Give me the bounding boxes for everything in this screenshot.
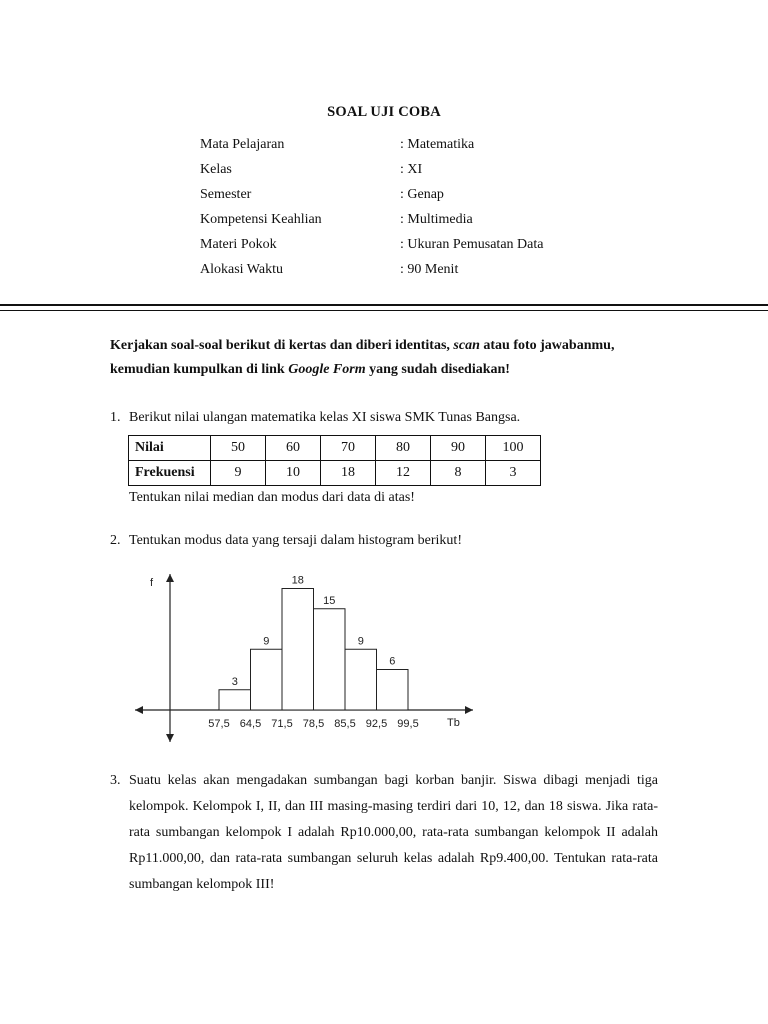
instruction-google-form: Google Form	[288, 362, 366, 377]
x-tick-label: 92,5	[365, 718, 388, 730]
table-header-frekuensi: Frekuensi	[129, 461, 211, 486]
question-number: 2.	[110, 533, 121, 548]
table-cell: 70	[321, 436, 376, 461]
meta-row-semester	[200, 187, 543, 212]
question-1-task: Tentukan nilai median dan modus dari data di atas!	[129, 490, 415, 505]
table-cell: 18	[321, 461, 376, 486]
x-tick-label: 71,5	[271, 718, 293, 730]
table-cell: 90	[431, 436, 486, 461]
table-cell: 100	[486, 436, 541, 461]
meta-row-competency	[200, 212, 543, 237]
x-axis-label: Tb	[447, 717, 460, 729]
y-axis-arrow-top	[166, 574, 174, 582]
x-axis-arrow-right	[465, 706, 473, 714]
histogram-bar	[282, 589, 314, 711]
table-cell: 50	[211, 436, 266, 461]
meta-row-topic	[200, 237, 543, 262]
x-tick-label: 85,5	[334, 718, 356, 730]
question-1	[110, 410, 520, 426]
question-text: Suatu kelas akan mengadakan sumbangan bagi korban banjir. Siswa dibagi menjadi tiga kelompok. Kelompok I, II, dan III masing-masing terdiri dari 10, 12, dan 18 siswa. Jika rata-rata sumbangan kelompok I adalah Rp10.000,00, rata-rata sumbangan kelompok II adalah Rp11.000,00, dan rata-rata sumbangan seluruh kelas adalah Rp9.400,00. Tentukan rata-rata sumbangan kelompok III!	[129, 773, 658, 892]
bar-value-label: 18	[291, 574, 304, 587]
bar-value-label: 9	[357, 635, 364, 648]
meta-label: Kelas	[200, 162, 232, 177]
histogram-bar	[314, 609, 346, 710]
meta-value: : Ukuran Pemusatan Data	[400, 237, 544, 252]
y-axis-arrow-bottom	[166, 734, 174, 742]
x-tick-label: 64,5	[239, 718, 262, 730]
table-header-nilai: Nilai	[129, 436, 211, 461]
meta-label: Materi Pokok	[200, 237, 277, 252]
table-cell: 12	[376, 461, 431, 486]
frequency-table	[128, 435, 541, 486]
meta-row-duration	[200, 262, 543, 287]
y-axis-label: f	[150, 577, 154, 589]
x-tick-label: 78,5	[302, 718, 325, 730]
meta-value: : 90 Menit	[400, 262, 459, 277]
bar-value-label: 9	[263, 635, 270, 648]
question-text: Berikut nilai ulangan matematika kelas XI siswa SMK Tunas Bangsa.	[129, 410, 521, 425]
meta-row-class	[200, 162, 543, 187]
histogram-bar	[251, 649, 283, 710]
instruction-text: Kerjakan soal-soal berikut di kertas dan diberi identitas,	[110, 338, 454, 353]
bar-value-label: 6	[389, 655, 396, 668]
x-axis-arrow-left	[135, 706, 143, 714]
header-divider-thick	[0, 304, 768, 306]
meta-label: Mata Pelajaran	[200, 137, 285, 152]
histogram-bar	[377, 670, 409, 711]
meta-label: Kompetensi Keahlian	[200, 212, 322, 227]
subject-info	[200, 137, 543, 287]
table-cell: 80	[376, 436, 431, 461]
table-cell: 60	[266, 436, 321, 461]
instruction-text: yang sudah disediakan!	[365, 362, 510, 377]
instruction-scan: scan	[453, 338, 480, 353]
table-cell: 3	[486, 461, 541, 486]
question-2	[110, 533, 462, 549]
question-text: Tentukan modus data yang tersaji dalam histogram berikut!	[129, 533, 462, 548]
meta-label: Alokasi Waktu	[200, 262, 283, 277]
table-row-values	[129, 436, 541, 461]
meta-value: : Multimedia	[400, 212, 473, 227]
meta-value: : Matematika	[400, 137, 475, 152]
table-cell: 10	[266, 461, 321, 486]
bar-value-label: 15	[323, 594, 336, 607]
question-number: 1.	[110, 410, 121, 425]
meta-value: : Genap	[400, 187, 444, 202]
instruction-text: atau foto jawabanmu, kemudian kumpulkan di link	[110, 338, 615, 377]
header-divider-thin	[0, 310, 768, 311]
histogram-bar	[219, 690, 251, 710]
meta-value: : XI	[400, 162, 423, 177]
instructions	[110, 334, 660, 382]
meta-label: Semester	[200, 187, 252, 202]
bar-value-label: 3	[231, 675, 238, 688]
question-number: 3.	[110, 773, 121, 788]
x-tick-label: 99,5	[397, 718, 419, 730]
table-cell: 9	[211, 461, 266, 486]
table-cell: 8	[431, 461, 486, 486]
meta-row-subject	[200, 137, 543, 162]
question-3	[110, 768, 658, 892]
histogram-chart	[125, 560, 485, 750]
document-title: SOAL UJI COBA	[327, 104, 441, 120]
table-row-frequency	[129, 461, 541, 486]
x-tick-label: 57,5	[208, 718, 230, 730]
histogram-bar	[345, 649, 377, 710]
